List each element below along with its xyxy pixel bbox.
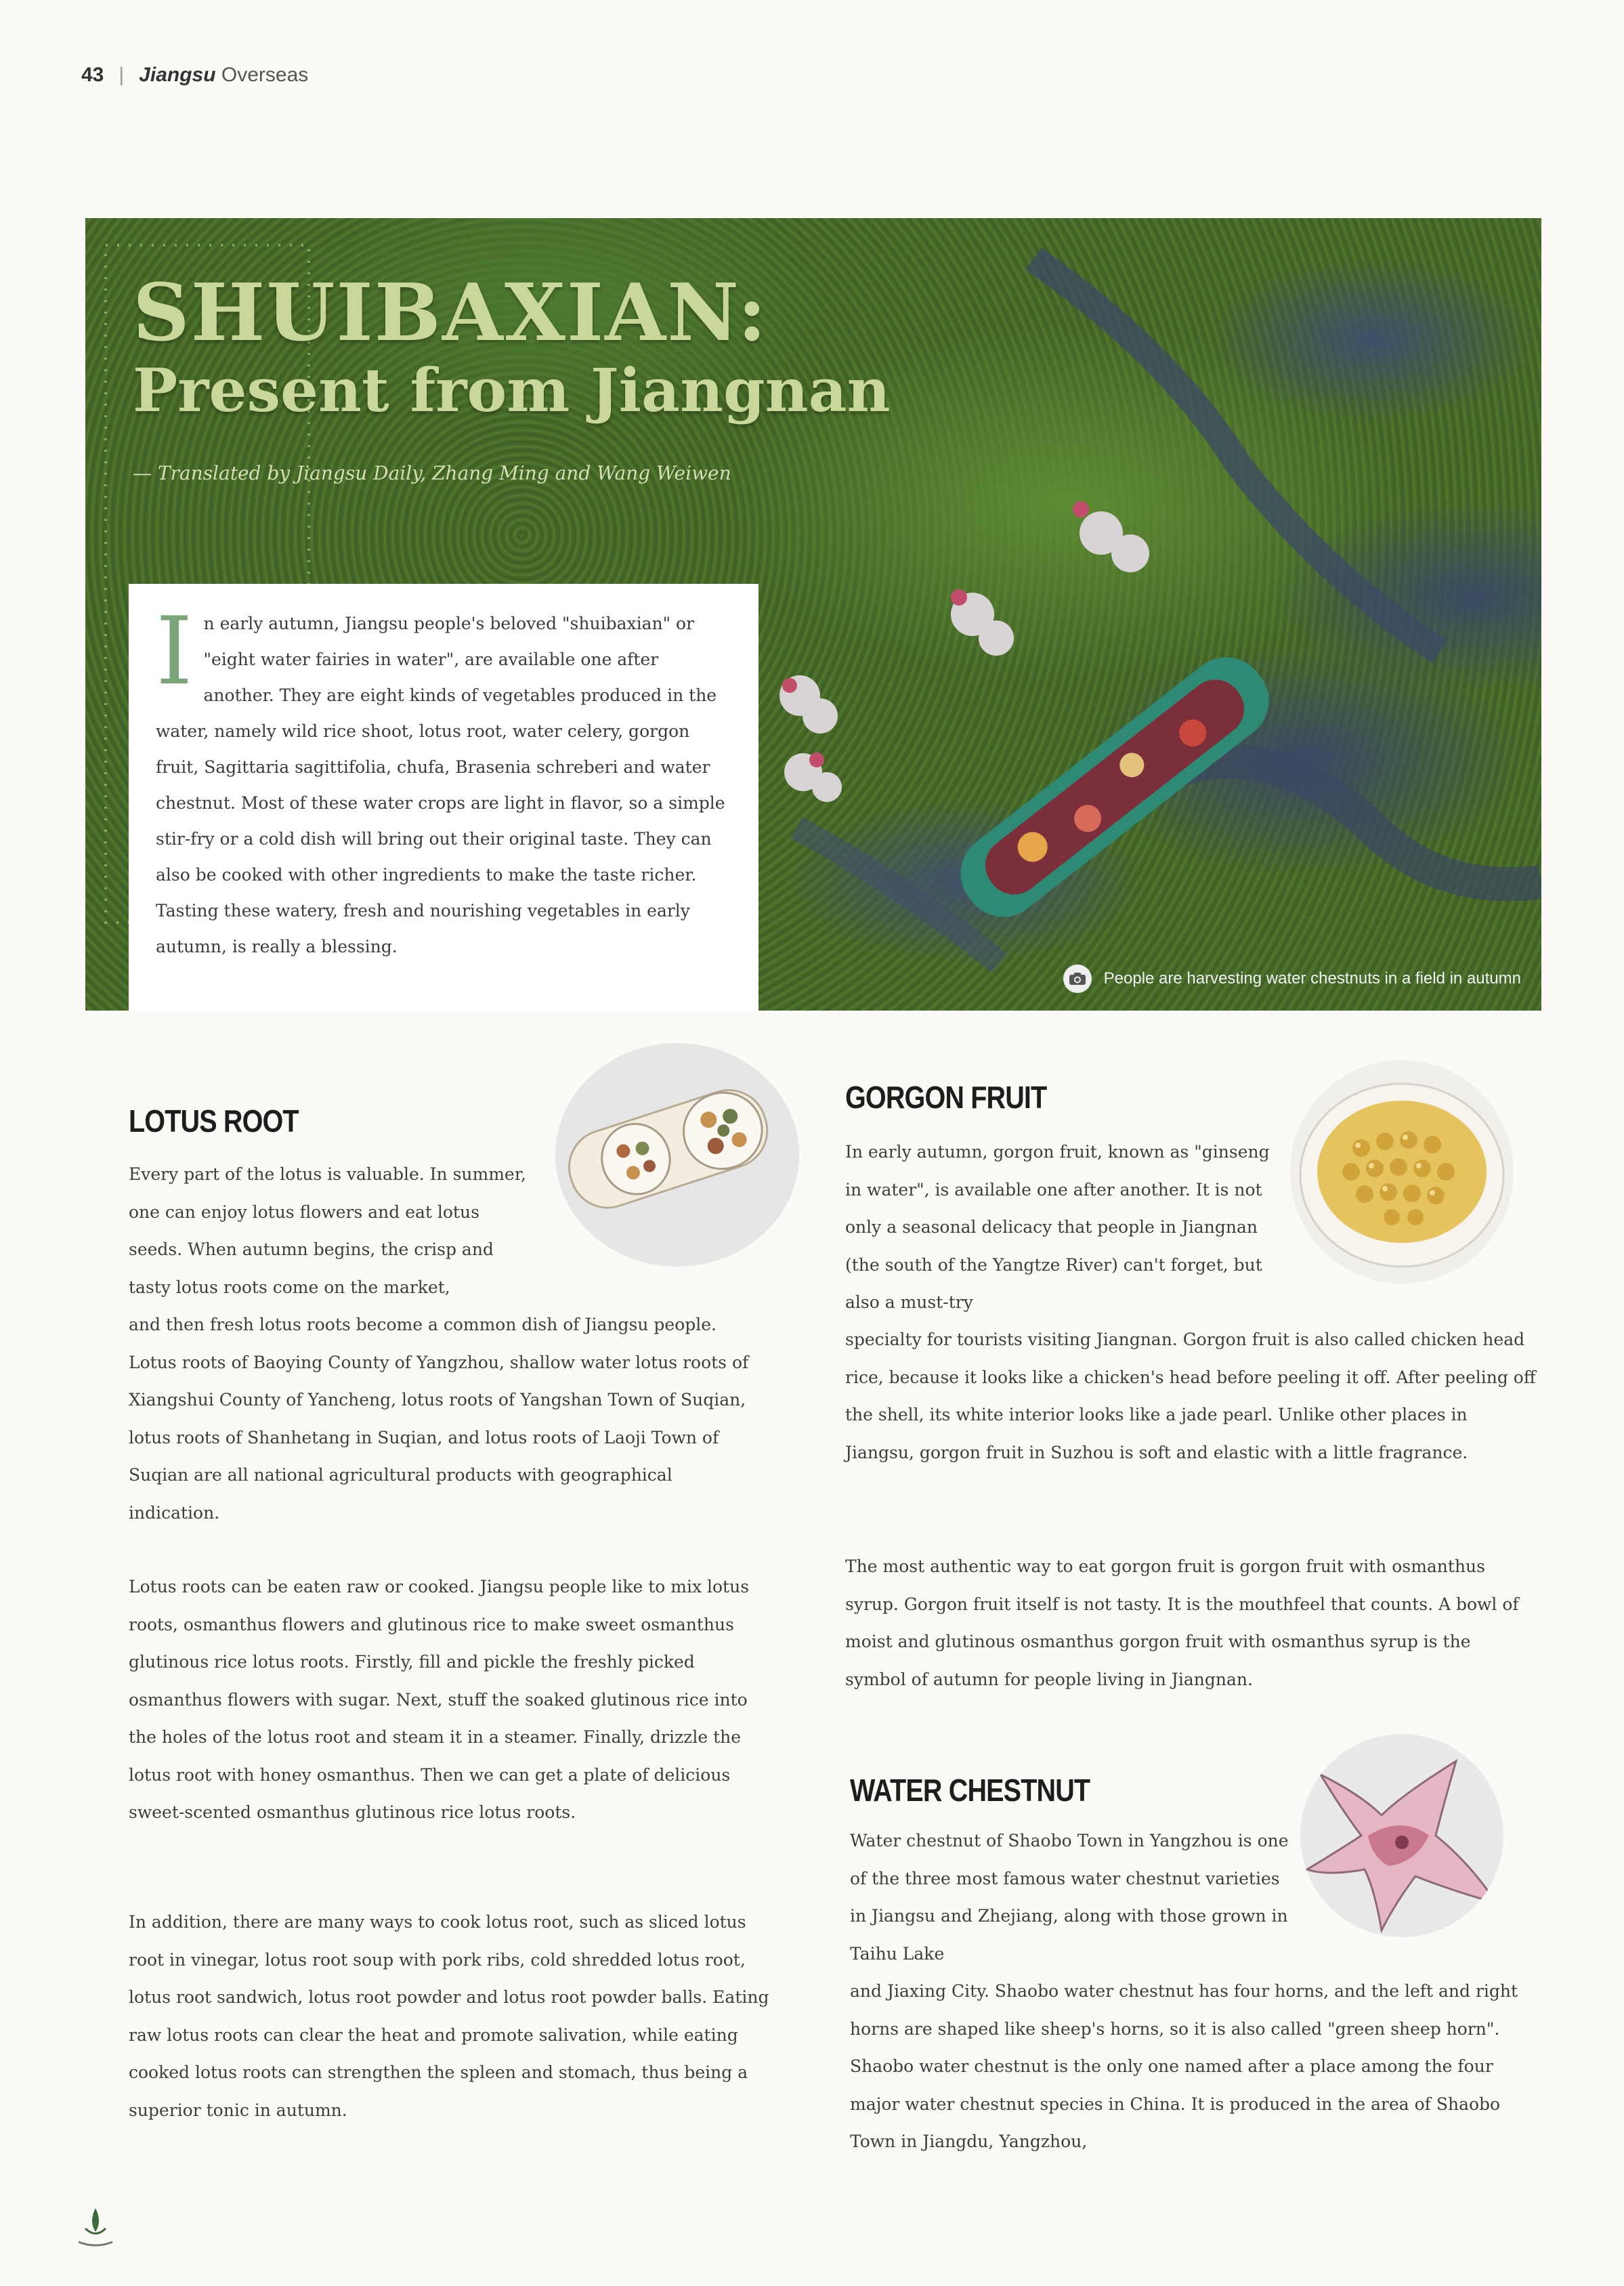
lotus-root-illustration xyxy=(555,1043,799,1267)
article-title-line1: SHUIBAXIAN: xyxy=(133,267,768,359)
article-title-line2: Present from Jiangnan xyxy=(133,354,891,425)
byline: — Translated by Jiangsu Daily, Zhang Ming and Wang Weiwen xyxy=(133,462,731,484)
footer-logo-icon xyxy=(72,2201,119,2256)
intro-box xyxy=(129,584,758,1011)
photo-caption-text: People are harvesting water chestnuts in a field in autumn xyxy=(1103,969,1521,988)
hero-photo xyxy=(85,218,1541,1011)
photo-caption xyxy=(1063,965,1521,993)
water-chestnut-heading: WATER CHESTNUT xyxy=(850,1773,1090,1808)
water-chestnut-paragraph-1-narrow: Water chestnut of Shaobo Town in Yangzhou is one of the three most famous water chestnut varieties in Jiangsu and Zhejiang, along with those grown in Taihu Lake xyxy=(850,1831,1289,1964)
lotus-root-paragraph-1-narrow: Every part of the lotus is valuable. In summer, one can enjoy lotus flowers and eat lotus seeds. When autumn begins, the crisp and tasty lotus roots come on the market, xyxy=(129,1164,526,1297)
gorgon-fruit-illustration xyxy=(1290,1060,1514,1284)
lotus-root-paragraph-2: Lotus roots can be eaten raw or cooked. Jiangsu people like to mix lotus roots, osmanthus flowers and glutinous rice to make sweet osmanthus glutinous rice lotus roots. Firstly, fill and pickle the freshly picked osmanthus flowers with sugar. Next, stuff the soaked glutinous rice into the holes of the lotus root and steam it in a steamer. Finally, drizzle the lotus root with honey osmanthus. Then we can get a plate of delicious sweet-scented osmanthus glutinous rice lotus roots. xyxy=(129,1577,750,1822)
gorgon-fruit-paragraph-2: The most authentic way to eat gorgon fruit is gorgon fruit with osmanthus syrup. Gorgon fruit itself is not tasty. It is the mouthfeel that counts. A bowl of moist and glutinous osmanthus gorgon fruit with osmanthus syrup is the symbol of autumn for people living in Jiangnan. xyxy=(845,1557,1519,1689)
lotus-root-image xyxy=(555,1043,799,1267)
lotus-root-paragraph-1-wide: and then fresh lotus roots become a common dish of Jiangsu people. Lotus roots of Baoying County of Yangzhou, shallow water lotus roots of Xiangshui County of Yancheng, lotus roots of Yangshan Town of Suqian, lotus roots of Shanhetang in Suqian, and lotus roots of Laoji Town of Suqian are all national agricultural products with geographical indication. xyxy=(129,1315,749,1523)
lotus-root-heading: LOTUS ROOT xyxy=(129,1103,299,1139)
page-number: 43 xyxy=(81,64,104,86)
water-chestnut-illustration xyxy=(1300,1734,1503,1937)
gorgon-fruit-paragraph-1-wide: specialty for tourists visiting Jiangnan. Gorgon fruit is also called chicken head rice, because it looks like a chicken's head before peeling it off. After peeling off the shell, its white interior looks like a jade pearl. Unlike other places in Jiangsu, gorgon fruit in Suzhou is soft and elastic with a little fragrance. xyxy=(845,1330,1536,1462)
header-separator: | xyxy=(119,64,125,86)
lotus-root-paragraph-3: In addition, there are many ways to cook lotus root, such as sliced lotus root in vinegar, lotus root soup with pork ribs, cold shredded lotus root, lotus root sandwich, lotus root powder and lotus root powder balls. Eating raw lotus roots can clear the heat and promote salivation, while eating cooked lotus roots can strengthen the spleen and stomach, thus being a superior tonic in autumn. xyxy=(129,1912,769,2120)
gorgon-fruit-image xyxy=(1290,1060,1514,1284)
water-chestnut-image xyxy=(1300,1734,1503,1937)
drop-cap: I xyxy=(156,597,193,706)
article-title xyxy=(133,267,891,425)
running-header xyxy=(81,64,308,87)
magazine-section: Overseas xyxy=(221,64,309,86)
magazine-name: Jiangsu xyxy=(139,64,216,86)
gorgon-fruit-paragraph-1-narrow: In early autumn, gorgon fruit, known as "ginseng in water", is available one after another. It is not only a seasonal delicacy that people in Jiangnan (the south of the Yangtze River) can't forget, but also a must-try xyxy=(845,1142,1270,1312)
gorgon-fruit-heading: GORGON FRUIT xyxy=(845,1080,1047,1115)
water-chestnut-paragraph-1-wide: and Jiaxing City. Shaobo water chestnut has four horns, and the left and right horns are shaped like sheep's horns, so it is also called "green sheep horn". Shaobo water chestnut is the only one named after a place among the four major water chestnut species in China. It is produced in the area of Shaobo Town in Jiangdu, Yangzhou, xyxy=(850,1981,1518,2151)
intro-text: n early autumn, Jiangsu people's beloved "shuibaxian" or "eight water fairies in water", are available one after another. They are eight kinds of vegetables produced in the water, namely wild rice shoot, lotus root, water celery, gorgon fruit, Sagittaria sagittifolia, chufa, Brasenia schreberi and water chestnut. Most of these water crops are light in flavor, so a simple stir-fry or a cold dish will bring out their original taste. They can also be cooked with other ingredients to make the taste richer. Tasting these watery, fresh and nourishing vegetables in early autumn, is really a blessing. xyxy=(156,614,725,956)
camera-icon xyxy=(1063,965,1092,993)
